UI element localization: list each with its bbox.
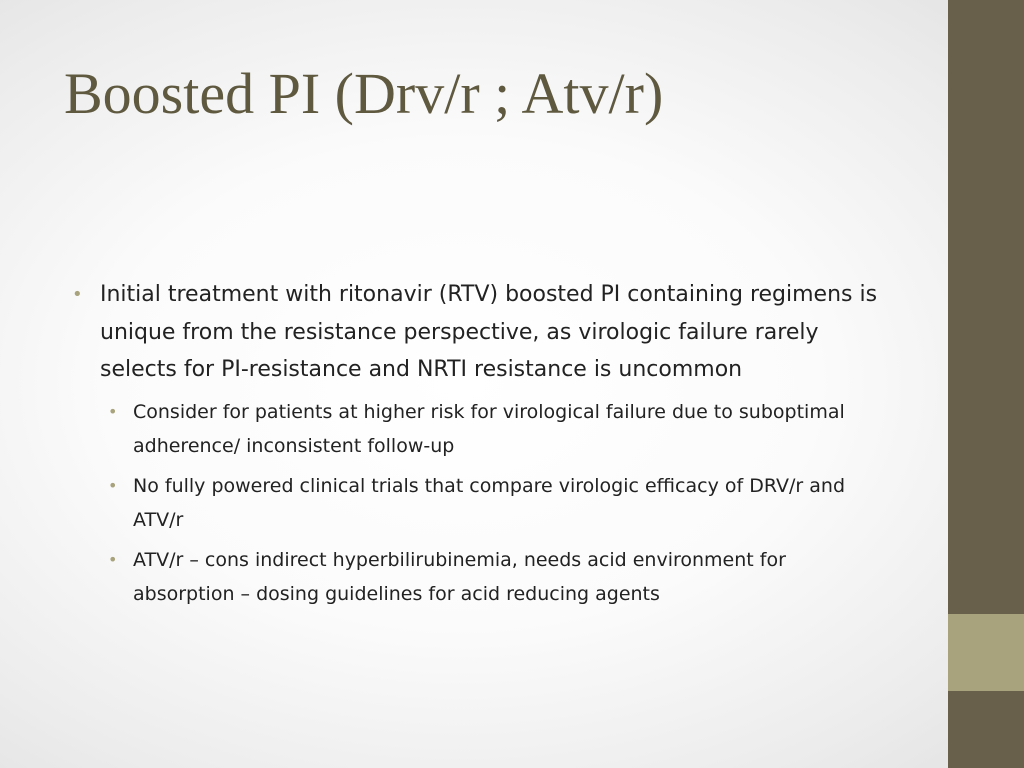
sub-bullet-text: No fully powered clinical trials that compare virologic efficacy of DRV/r and ATV/r <box>133 474 845 531</box>
sub-bullet-icon: • <box>108 549 118 569</box>
side-accent-block <box>948 614 1024 691</box>
sub-bullet-text: Consider for patients at higher risk for virological failure due to suboptimal adherence/ inconsistent follow-up <box>133 400 845 457</box>
bullet-list <box>72 276 892 611</box>
sub-bullet-item <box>100 469 892 537</box>
bullet-text: Initial treatment with ritonavir (RTV) boosted PI containing regimens is unique from the resistance perspective, as virologic failure rarely selects for PI-resistance and NRTI resistance is uncommon <box>100 282 878 382</box>
sub-bullet-item <box>100 395 892 463</box>
sub-bullet-text: ATV/r – cons indirect hyperbilirubinemia, needs acid environment for absorption – dosing guidelines for acid reducing agents <box>133 548 786 605</box>
bullet-item <box>72 276 892 611</box>
slide-body <box>72 276 892 617</box>
sub-bullet-icon: • <box>108 475 118 495</box>
sub-bullet-icon: • <box>108 401 118 421</box>
bullet-icon: • <box>72 284 83 305</box>
sub-bullet-list <box>100 395 892 611</box>
sub-bullet-item <box>100 543 892 611</box>
slide-title: Boosted PI (Drv/r ; Atv/r) <box>64 61 664 126</box>
